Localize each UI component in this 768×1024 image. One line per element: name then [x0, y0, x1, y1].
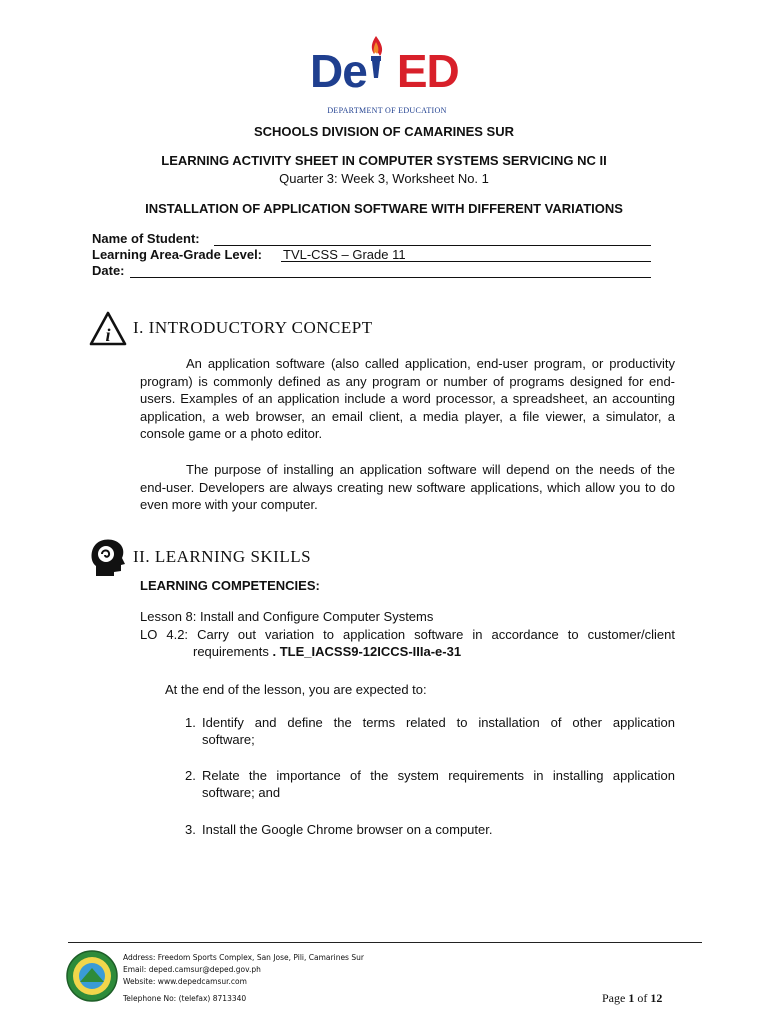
student-name-line[interactable]	[214, 245, 651, 246]
info-icon	[88, 310, 128, 348]
footer-telephone: Telephone No: (telefax) 8713340	[123, 994, 247, 1003]
footer-email: Email: deped.camsur@deped.gov.ph	[123, 965, 261, 974]
intro-paragraph-1: An application software (also called application, end-user program, or productivity program) is commonly defined as any program or number of programs designed for end-users. Examples of an application include a word processor, a spreadsheet, an accounting application, a web browser, an email client, a media player, a file viewer, a simulator, a console game or a photo editor.	[140, 356, 675, 442]
objective-item: Install the Google Chrome browser on a computer.	[202, 822, 493, 837]
section-skills-title: II. LEARNING SKILLS	[133, 547, 312, 566]
date-label: Date:	[92, 263, 125, 278]
logo-wordmark: De ED	[310, 45, 459, 97]
division-title: SCHOOLS DIVISION OF CAMARINES SUR	[253, 124, 515, 139]
quarter-line: Quarter 3: Week 3, Worksheet No. 1	[279, 171, 489, 186]
objective-item-cont: software;	[202, 732, 255, 747]
lo-line: LO 4.2: Carry out variation to application software in accordance to customer/client	[140, 627, 675, 642]
deped-logo	[300, 40, 480, 122]
objective-number: 3.	[185, 822, 196, 837]
student-name-field	[92, 231, 200, 247]
student-name-label: Name of Student:	[92, 231, 200, 246]
topic-title: INSTALLATION OF APPLICATION SOFTWARE WITH DIFFERENT VARIATIONS	[145, 201, 623, 216]
date-line[interactable]	[130, 277, 651, 278]
grade-level-line	[281, 261, 651, 262]
objective-number: 1.	[185, 715, 196, 730]
objective-number: 2.	[185, 768, 196, 783]
date-field	[92, 263, 125, 279]
competencies-heading: LEARNING COMPETENCIES:	[140, 578, 320, 593]
grade-level-label: Learning Area-Grade Level:	[92, 247, 263, 262]
logo-subtitle: DEPARTMENT OF EDUCATION	[327, 106, 447, 115]
footer-website: Website: www.depedcamsur.com	[123, 977, 247, 986]
objective-item: Identify and define the terms related to installation of other application	[202, 715, 675, 730]
svg-text:i: i	[105, 325, 111, 345]
intro-paragraph-2: The purpose of installing an application software will depend on the needs of the end-user. Developers are always creating new software applications, which allow you to do even more with your computer.	[140, 462, 675, 513]
sheet-title: LEARNING ACTIVITY SHEET IN COMPUTER SYSTEMS SERVICING NC II	[161, 153, 607, 168]
footer-address: Address: Freedom Sports Complex, San Jose, Pili, Camarines Sur	[123, 953, 364, 962]
division-seal-icon	[66, 950, 118, 1002]
objective-item-cont: software; and	[202, 785, 281, 800]
lo-requirements: requirements . TLE_IACSS9-12ICCS-IIIa-e-31	[193, 644, 462, 659]
objective-item: Relate the importance of the system requirements in installing application	[202, 768, 675, 783]
grade-level-field	[92, 247, 262, 263]
objectives-intro: At the end of the lesson, you are expected to:	[165, 682, 427, 697]
footer-divider	[68, 942, 702, 943]
head-mind-icon	[88, 536, 128, 580]
grade-level-value: TVL-CSS – Grade 11	[283, 247, 406, 262]
lesson-line: Lesson 8: Install and Configure Computer Systems	[140, 609, 434, 624]
lo-code: . TLE_IACSS9-12ICCS-IIIa-e-31	[272, 644, 462, 659]
section-intro-title: I. INTRODUCTORY CONCEPT	[133, 318, 373, 337]
page-number: Page 1 of 12	[602, 991, 663, 1005]
